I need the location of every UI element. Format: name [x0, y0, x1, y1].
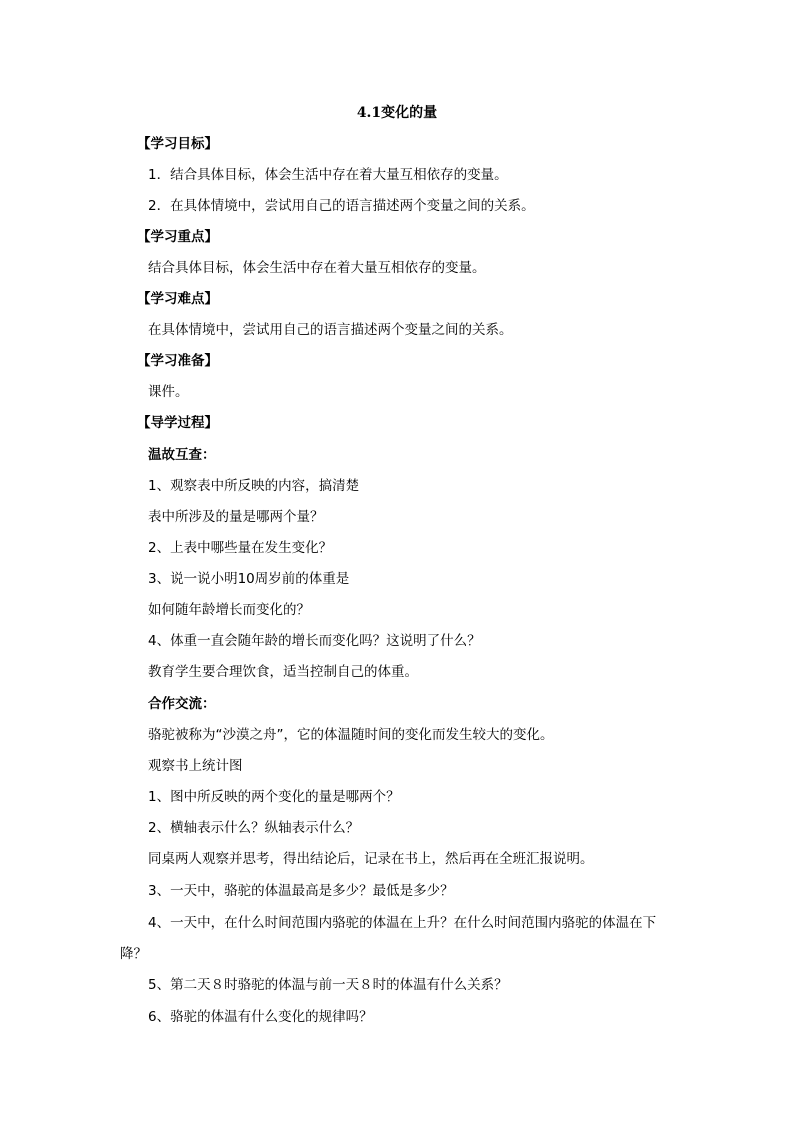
- review-item-1b: 表中所涉及的量是哪两个量？: [148, 509, 324, 525]
- question-2: 2、横轴表示什么？纵轴表示什么？: [148, 820, 360, 836]
- pair-note: 同桌两人观察并思考，得出结论后，记录在书上，然后再在全班汇报说明。: [148, 851, 594, 867]
- review-heading: 温故互查：: [148, 447, 216, 463]
- question-1: 1、图中所反映的两个变化的量是哪两个？: [148, 789, 400, 805]
- question-6: 6、骆驼的体温有什么变化的规律吗？: [148, 1009, 373, 1025]
- review-item-2: 2、上表中哪些量在发生变化？: [148, 540, 333, 556]
- preparation-heading: 【学习准备】: [137, 353, 218, 369]
- review-note: 教育学生要合理饮食，适当控制自己的体重。: [148, 664, 418, 680]
- difficulty-text: 在具体情境中，尝试用自己的语言描述两个变量之间的关系。: [148, 322, 513, 338]
- key-points-heading: 【学习重点】: [137, 229, 218, 245]
- process-heading: 【导学过程】: [137, 415, 218, 431]
- question-4a: 4、一天中，在什么时间范围内骆驼的体温在上升？在什么时间范围内骆驼的体温在下: [148, 915, 657, 931]
- page-title: 4.1变化的量: [356, 105, 438, 121]
- objective-2: 2．在具体情境中，尝试用自己的语言描述两个变量之间的关系。: [148, 198, 535, 214]
- objectives-heading: 【学习目标】: [137, 136, 218, 152]
- objective-1: 1．结合具体目标，体会生活中存在着大量互相依存的变量。: [148, 167, 508, 183]
- key-points-text: 结合具体目标，体会生活中存在着大量互相依存的变量。: [148, 260, 486, 276]
- question-3: 3、一天中，骆驼的体温最高是多少？最低是多少？: [148, 883, 454, 899]
- review-item-3b: 如何随年龄增长而变化的？: [148, 602, 310, 618]
- camel-intro: 骆驼被称为“沙漠之舟”，它的体温随时间的变化而发生较大的变化。: [148, 727, 554, 743]
- preparation-text: 课件。: [148, 384, 189, 400]
- review-item-3a: 3、说一说小明10周岁前的体重是: [148, 571, 350, 587]
- question-4b: 降？: [120, 946, 147, 962]
- review-item-4: 4、体重一直会随年龄的增长而变化吗？这说明了什么？: [148, 633, 481, 649]
- cooperate-heading: 合作交流：: [148, 696, 216, 712]
- difficulty-heading: 【学习难点】: [137, 291, 218, 307]
- review-item-1a: 1、观察表中所反映的内容，搞清楚: [148, 478, 360, 494]
- question-5: 5、第二天８时骆驼的体温与前一天８时的体温有什么关系？: [148, 977, 508, 993]
- observe-text: 观察书上统计图: [148, 758, 243, 774]
